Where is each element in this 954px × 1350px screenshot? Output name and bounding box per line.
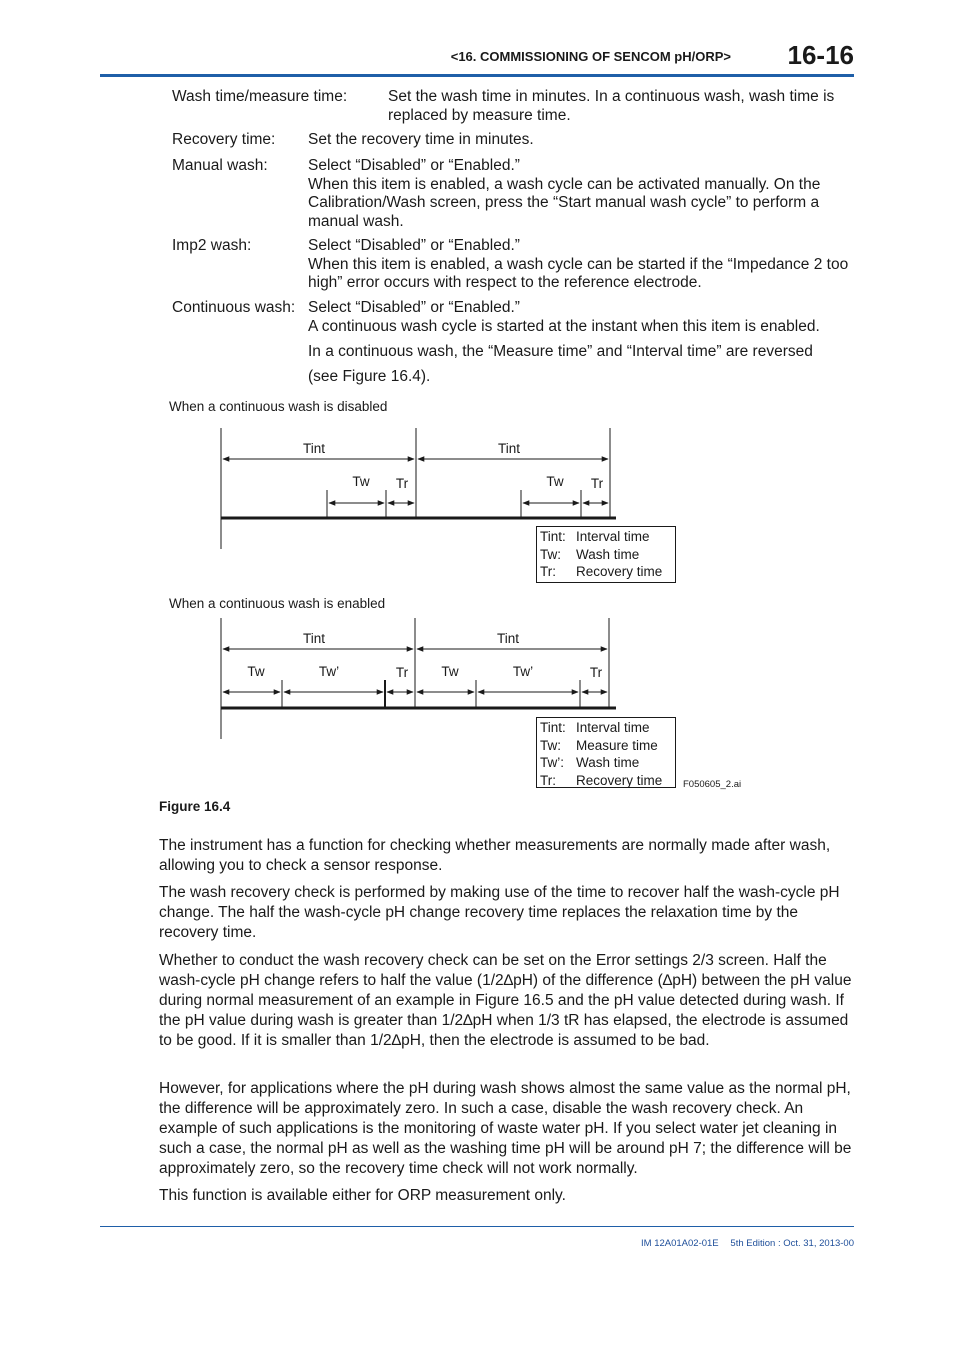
legend-key: Tint:: [540, 720, 566, 735]
figure-file-id: F050605_2.ai: [683, 779, 742, 790]
legend-disabled: [536, 526, 676, 583]
legend-value: Recovery time: [576, 772, 663, 788]
paragraph: The wash recovery check is performed by making use of the time to recover half the wash-cycle pH change. The half the wash-cycle pH change recovery time replaces the relaxation time by the recovery time.: [159, 884, 840, 941]
figure-caption-enabled: When a continuous wash is enabled: [169, 596, 386, 611]
term-label: Manual wash:: [172, 157, 268, 174]
page-number: 16-16: [787, 40, 854, 70]
tw-label: Tw: [441, 664, 459, 679]
legend-row: [540, 772, 675, 790]
tint-label: Tint: [302, 441, 326, 456]
figure-label: Figure 16.4: [159, 799, 231, 814]
legend-row: [540, 563, 675, 581]
tr-label: Tr: [395, 476, 409, 491]
legend-key: Tw:: [540, 737, 562, 753]
continuous-note-2: (see Figure 16.4).: [308, 368, 431, 385]
tint-label: Tint: [496, 631, 520, 646]
tr-label: Tr: [589, 665, 603, 680]
twp-label: Tw’: [512, 664, 534, 679]
twp-label: Tw’: [318, 664, 340, 679]
legend-row: [540, 546, 675, 564]
legend-key: Tint:: [540, 529, 566, 544]
legend-row: [540, 719, 675, 737]
tr-label: Tr: [395, 665, 409, 680]
tint-label: Tint: [302, 631, 326, 646]
legend-key: Tr:: [540, 564, 556, 579]
legend-value: Interval time: [576, 529, 650, 544]
term-label: Recovery time:: [172, 131, 276, 148]
term-label: Wash time/measure time:: [172, 88, 348, 105]
footer-doc-id: IM 12A01A02-01E: [641, 1238, 719, 1249]
tint-label: Tint: [497, 441, 521, 456]
footer-edition: 5th Edition : Oct. 31, 2013-00: [730, 1238, 854, 1249]
term-description: Set the recovery time in minutes.: [308, 131, 534, 148]
legend-value: Wash time: [576, 546, 640, 562]
legend-key: Tw:: [540, 546, 562, 562]
paragraph: The instrument has a function for checking whether measurements are normally made after wash, allowing you to check a sensor response.: [159, 837, 831, 874]
tr-label: Tr: [590, 476, 604, 491]
term-description: Select “Disabled” or “Enabled.” When this item is enabled, a wash cycle can be started if the “Impedance 2 too high” error occurs with respect to the reference electrode.: [308, 237, 849, 291]
desc-text: Set the wash time in minutes. In a continuous wash, wash time is replaced by measure time.: [388, 88, 835, 124]
legend-value: Recovery time: [576, 564, 663, 579]
paragraph: This function is available either for ORP measurement only.: [159, 1187, 566, 1204]
legend-key: Tr:: [540, 772, 556, 788]
legend-row: [540, 528, 675, 546]
footer-rule: [100, 1226, 854, 1227]
term-label: Imp2 wash:: [172, 237, 252, 254]
legend-row: [540, 754, 675, 772]
paragraph: However, for applications where the pH during wash shows almost the same value as the normal pH, the difference will be approximately zero. In such a case, disable the wash recovery check. An example of such applications is the monitoring of waste water pH. If you select water jet cleaning in such a case, the normal pH as well as the washing time pH will be around pH 7; the difference will be approximately zero, so the recovery time check will not work normally.: [159, 1080, 852, 1177]
tw-label: Tw: [247, 664, 265, 679]
legend-key: Tw’:: [540, 755, 565, 770]
continuous-note-1: In a continuous wash, the “Measure time” and “Interval time” are reversed: [308, 343, 813, 360]
term-label: Continuous wash:: [172, 299, 296, 316]
legend-value: Measure time: [576, 737, 658, 753]
tw-label: Tw: [352, 474, 370, 489]
figure-caption-disabled: When a continuous wash is disabled: [169, 399, 388, 414]
tw-label: Tw: [546, 474, 564, 489]
term-description: Select “Disabled” or “Enabled.” When this item is enabled, a wash cycle can be activated manually. On the Calibration/Wash screen, press the “Start manual wash cycle” to perform a manual wash.: [308, 157, 821, 230]
section-title: <16. COMMISSIONING OF SENCOM pH/ORP>: [450, 49, 731, 64]
paragraph: Whether to conduct the wash recovery check can be set on the Error settings 2/3 screen. Half the wash-cycle pH change refers to half the value (1/2∆pH) of the difference (∆pH) between the pH value during normal measurement of an example in Figure 16.5 and the pH value detected during wash. If the pH value during wash is greater than 1/2∆pH when 1/3 tR has elapsed, the electrode is assumed to be good. If it is smaller than 1/2∆pH, then the electrode is assumed to be bad.: [159, 952, 852, 1049]
term-description: Select “Disabled” or “Enabled.” A continuous wash cycle is started at the instant when this item is enabled.: [308, 299, 820, 335]
legend-value: Interval time: [576, 720, 650, 735]
legend-enabled: [536, 717, 676, 788]
legend-row: [540, 737, 675, 755]
legend-value: Wash time: [576, 755, 640, 770]
